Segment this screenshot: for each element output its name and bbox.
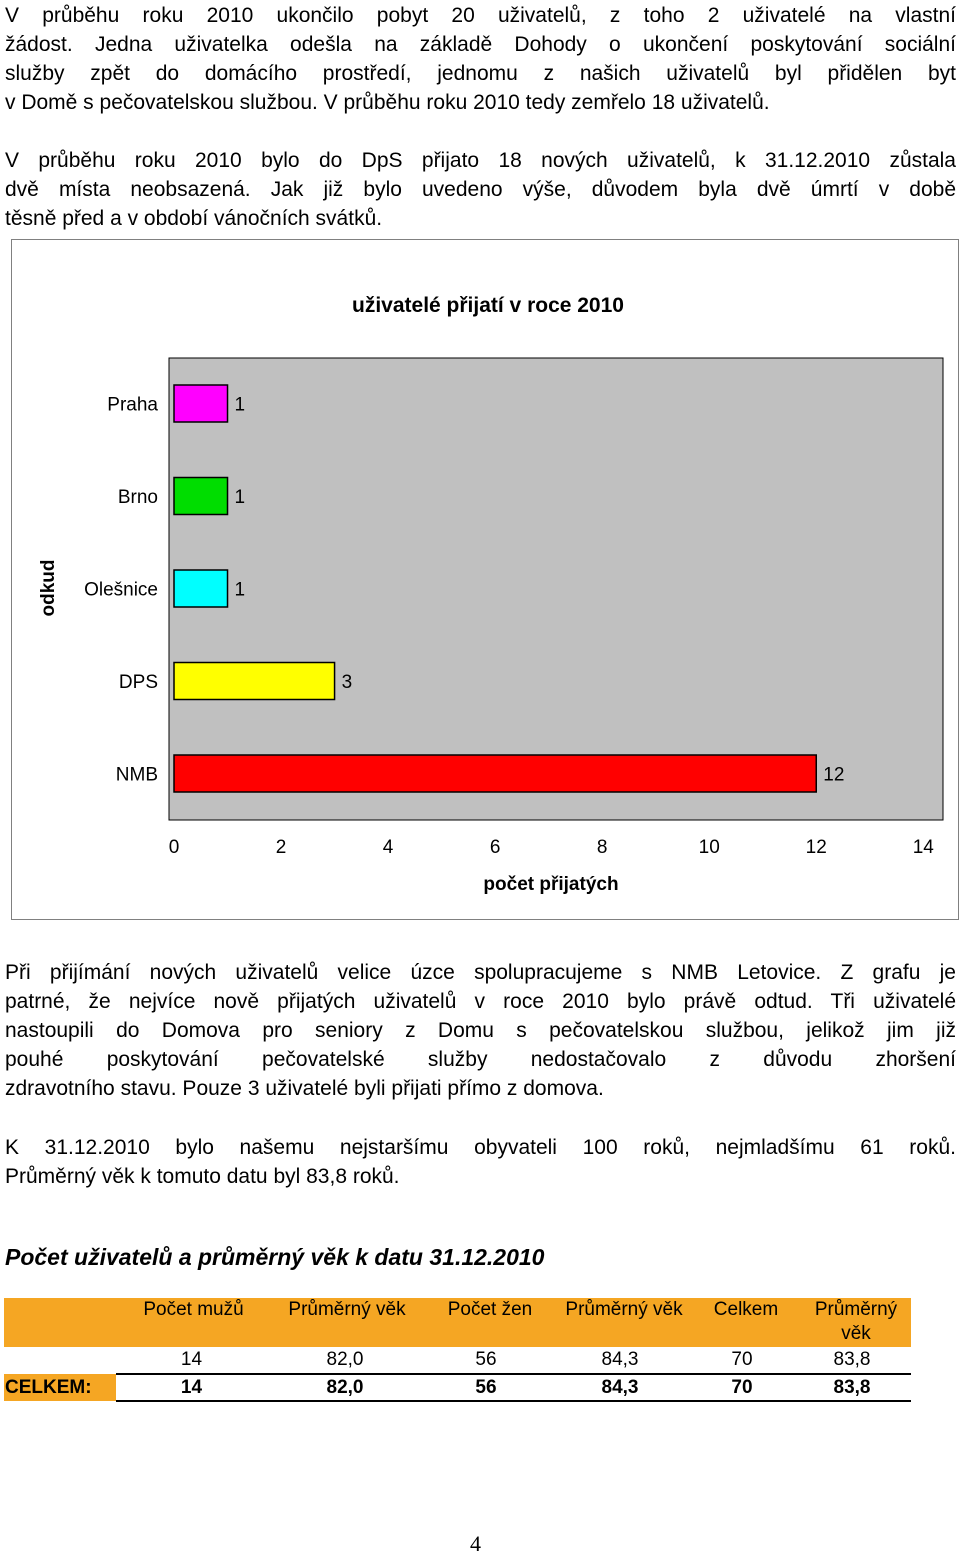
- category-label: DPS: [118, 672, 158, 693]
- table-cell: 70: [691, 1347, 801, 1374]
- data-label: 3: [341, 672, 353, 693]
- text-line: služby zpět do domácího prostředí, jednomu z našich uživatelů byl přidělen byt: [5, 62, 956, 85]
- text-line: Průměrný věk k tomuto datu byl 83,8 roků.: [5, 1165, 400, 1188]
- x-tick-label: 6: [489, 837, 501, 858]
- table-header-cell: Průměrný věk: [557, 1298, 691, 1347]
- data-label: 1: [234, 579, 246, 601]
- paragraph-3: [5, 958, 956, 1103]
- text-line: dvě místa neobsazená. Jak již bylo uvedeno výše, důvodem byla dvě úmrtí v době: [5, 178, 956, 201]
- table-total-label: CELKEM:: [4, 1374, 116, 1401]
- x-tick-label: 10: [698, 837, 720, 858]
- table-cell: 83,8: [801, 1374, 911, 1401]
- text-line: žádost. Jedna uživatelka odešla na základě Dohody o ukončení poskytování sociální: [5, 33, 956, 56]
- data-label: 1: [234, 487, 246, 508]
- chart-title: uživatelé přijatí v roce 2010: [352, 294, 624, 317]
- category-label: Praha: [107, 394, 158, 416]
- table-header-cell: Počet mužů: [116, 1298, 271, 1347]
- table-cell: 82,0: [271, 1347, 423, 1374]
- table-cell: 84,3: [557, 1374, 691, 1401]
- table-cell: 83,8: [801, 1347, 911, 1374]
- table-cell: 56: [423, 1347, 557, 1374]
- bar: [174, 663, 335, 700]
- table-header-corner: [4, 1298, 116, 1347]
- data-label: 1: [234, 394, 246, 416]
- table-header-cell: Počet žen: [423, 1298, 557, 1347]
- table-cell: 70: [691, 1374, 801, 1401]
- x-axis-label: počet přijatých: [483, 874, 619, 895]
- table-total-row: [4, 1374, 911, 1401]
- text-line: těsně před a v období vánočních svátků.: [5, 207, 383, 230]
- page-number: 4: [470, 1531, 481, 1556]
- x-ticks-group: [169, 837, 935, 858]
- x-tick-label: 14: [912, 837, 934, 858]
- x-tick-label: 4: [382, 837, 394, 858]
- bar: [174, 570, 228, 607]
- table-header-cell: Průměrný věk: [801, 1298, 911, 1347]
- stats-table: [4, 1298, 911, 1402]
- bar-chart: [12, 240, 958, 919]
- table-row: [4, 1347, 911, 1374]
- paragraph-2: [5, 146, 956, 233]
- y-axis-label: odkud: [38, 559, 59, 617]
- text-line: K 31.12.2010 bylo našemu nejstaršímu obyvateli 100 roků, nejmladšímu 61 roků.: [5, 1136, 956, 1159]
- text-line: pouhé poskytování pečovatelské služby nedostačovalo z důvodu zhoršení: [5, 1048, 956, 1071]
- category-label: Olešnice: [84, 579, 158, 601]
- bar: [174, 385, 228, 422]
- table-cell: 14: [116, 1374, 271, 1401]
- x-tick-label: 2: [275, 837, 287, 858]
- table-header-cell: Celkem: [691, 1298, 801, 1347]
- plot-area: [169, 358, 943, 820]
- bar: [174, 755, 816, 792]
- text-line: V průběhu roku 2010 ukončilo pobyt 20 uživatelů, z toho 2 uživatelé na vlastní: [5, 4, 956, 27]
- chart-container: [11, 239, 959, 920]
- text-line: zdravotního stavu. Pouze 3 uživatelé byli přijati přímo z domova.: [5, 1077, 604, 1100]
- table-cell-blank: [4, 1347, 116, 1374]
- table-header-row: [4, 1298, 911, 1347]
- x-tick-label: 8: [596, 837, 608, 858]
- x-tick-label: 12: [805, 837, 827, 858]
- text-line: nastoupili do Domova pro seniory z Domu s pečovatelskou službou, jelikož jim již: [5, 1019, 956, 1042]
- table-cell: 14: [116, 1347, 271, 1374]
- text-line: v Domě s pečovatelskou službou. V průběhu roku 2010 tedy zemřelo 18 uživatelů.: [5, 91, 770, 114]
- paragraph-1: [5, 1, 956, 117]
- text-line: Při přijímání nových uživatelů velice úzce spolupracujeme s NMB Letovice. Z grafu je: [5, 961, 956, 984]
- category-label: Brno: [117, 487, 158, 508]
- text-line: patrné, že nejvíce nově přijatých uživatelů v roce 2010 bylo právě odtud. Tři uživatelé: [5, 990, 956, 1013]
- x-tick-label: 0: [168, 837, 180, 858]
- table-header-cell: Průměrný věk: [271, 1298, 423, 1347]
- table-cell: 84,3: [557, 1347, 691, 1374]
- paragraph-4: [5, 1133, 956, 1191]
- text-line: V průběhu roku 2010 bylo do DpS přijato 18 nových uživatelů, k 31.12.2010 zůstala: [5, 149, 956, 172]
- section-title: Počet uživatelů a průměrný věk k datu 31.12.2010: [5, 1244, 545, 1270]
- category-label: NMB: [115, 764, 158, 786]
- data-label: 12: [823, 764, 845, 786]
- table-cell: 56: [423, 1374, 557, 1401]
- bar: [174, 478, 228, 515]
- table-cell: 82,0: [271, 1374, 423, 1401]
